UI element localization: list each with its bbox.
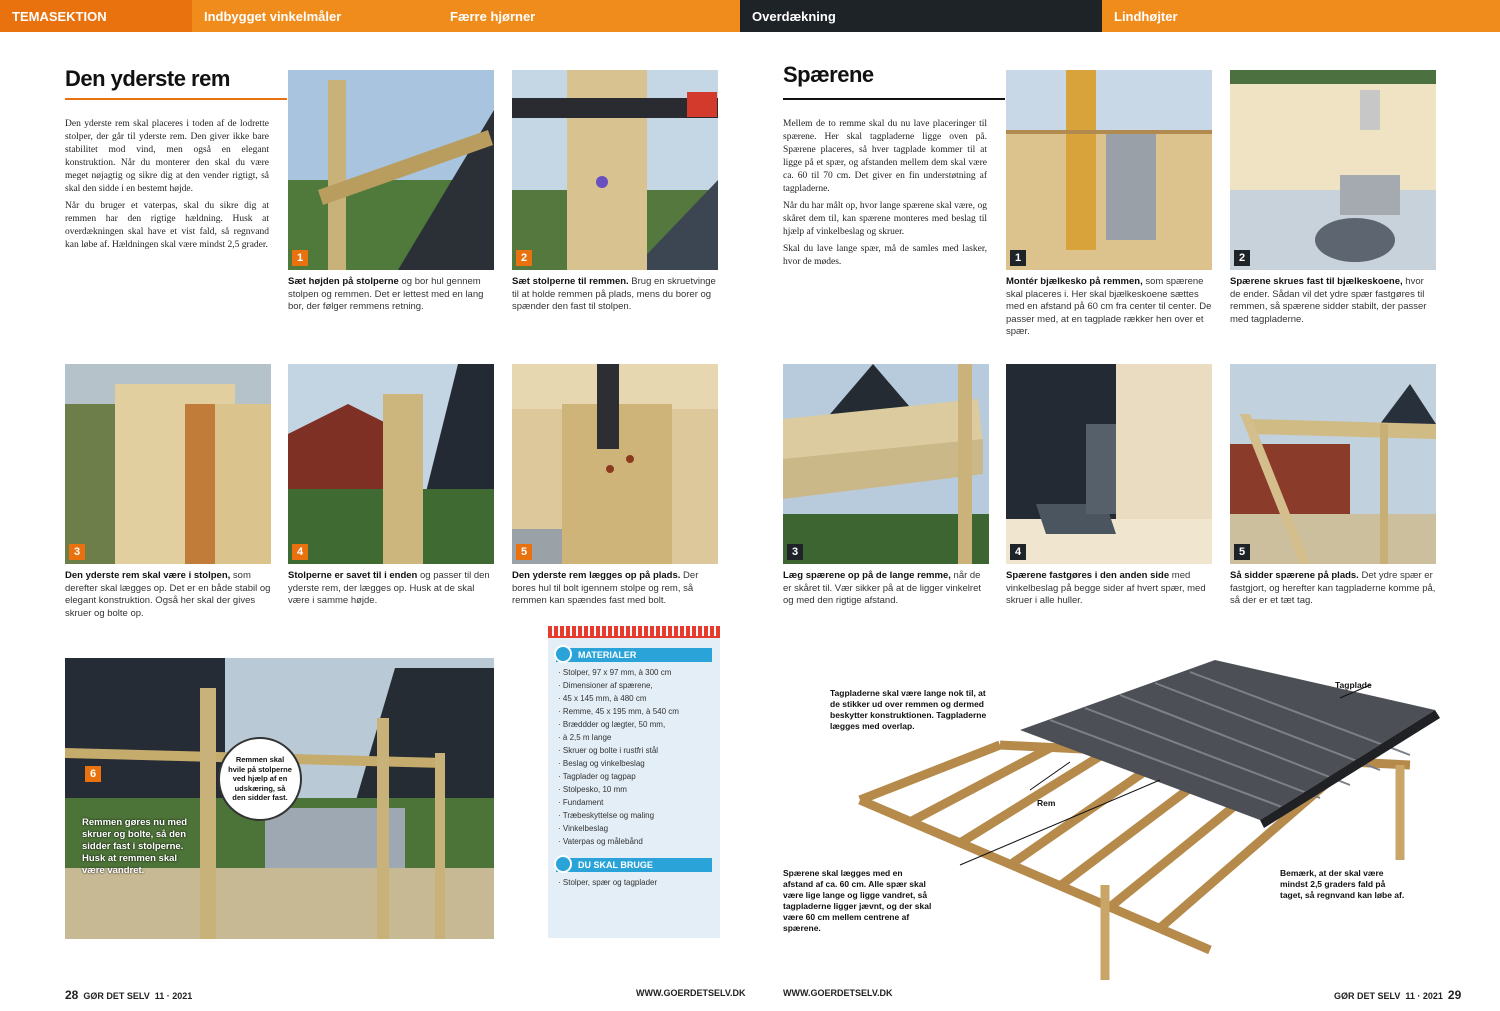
step-badge: 2 — [1234, 250, 1250, 266]
caption-lead: Stolperne er savet til i enden — [288, 570, 418, 581]
magazine-name: GØR DET SELV — [83, 991, 150, 1001]
tools-list — [558, 876, 710, 889]
photo-spaer-3 — [783, 364, 989, 564]
caption-text: når de er skåret til. Vær sikker på at de ligger vinkelret og med den rigtige afstand. — [783, 570, 981, 606]
caption-spaer-5 — [1230, 570, 1436, 608]
caption-lead: Den yderste rem lægges op på plads. — [512, 570, 681, 581]
left-page — [0, 32, 750, 1011]
footer-url[interactable]: WWW.GOERDETSELV.DK — [636, 988, 746, 998]
caption-text: Det ydre spær er fastgjort, og herefter kan tagpladerne komme på, så der er et tæt tag. — [1230, 570, 1436, 606]
box-heading-text: DU SKAL BRUGE — [578, 860, 653, 870]
materials-list — [558, 666, 710, 848]
photo-spaer-5 — [1230, 364, 1436, 564]
caption-step-3 — [65, 570, 271, 620]
caption-lead: Den yderste rem skal være i stolpen, — [65, 570, 231, 581]
tab-overdaekning[interactable]: Overdækning — [740, 0, 1102, 32]
intro-text — [65, 118, 269, 256]
caption-step-5 — [512, 570, 718, 608]
step-badge: 3 — [69, 544, 85, 560]
photo-spaer-2 — [1230, 70, 1436, 270]
list-item: · Skruer og bolte i rustfri stål — [558, 744, 710, 757]
caption-spaer-2 — [1230, 276, 1436, 326]
page-title: Den yderste rem — [65, 66, 230, 91]
list-item: · Stolper, spær og tagplader — [558, 876, 710, 889]
intro-paragraph: Når du bruger et vaterpas, skal du sikre dig at remmen har den rigtige hældning. Husk at overdækningen skal have et vist fald, så regnvand kan løbe af. Hældningen skal være mindst 2,5 grader. — [65, 201, 269, 250]
list-item: · Fundament — [558, 796, 710, 809]
caption-text: med vinkelbeslag på begge sider af hvert spær, med skruer i alle huller. — [1006, 570, 1206, 606]
step-badge: 1 — [292, 250, 308, 266]
caption-lead: Så sidder spærene på plads. — [1230, 570, 1359, 581]
section-top-bar — [0, 0, 1500, 32]
callout-fald: Bemærk, at der skal være mindst 2,5 graders fald på taget, så regnvand kan løbe af. — [1280, 868, 1405, 900]
photo-step-5 — [512, 364, 718, 564]
step-badge: 4 — [292, 544, 308, 560]
intro-paragraph: Skal du lave lange spær, må de samles med lasker, hvor de mødes. — [783, 244, 987, 267]
caption-text: og bor hul gennem stolpen og remmen. Det er lettest med en lang bor, der følger remmens retning. — [288, 276, 484, 312]
caption-text: som derefter skal lægges op. Det er en både stabil og elegant konstruktion. Også her skal der gives skruer og bolte op. — [65, 570, 271, 619]
list-item: · Bræddder og lægter, 50 mm, — [558, 718, 710, 731]
footer-right — [1334, 988, 1461, 1002]
heading-rule — [783, 98, 1005, 100]
photo-step-2 — [512, 70, 718, 270]
callout-tagplade: Tagplade — [1335, 680, 1372, 690]
caption-text: Der bores hul til bolt igennem stolpe og rem, så remmen kan spændes fast med bolt. — [512, 570, 699, 606]
footer-left — [65, 988, 192, 1002]
list-item: · Beslag og vinkelbeslag — [558, 757, 710, 770]
photo-step-1 — [288, 70, 494, 270]
step-badge: 5 — [1234, 544, 1250, 560]
caption-step-4 — [288, 570, 494, 608]
caption-spaer-3 — [783, 570, 989, 608]
intro-paragraph: Mellem de to remme skal du nu lave placeringer til spærene. Her skal tagpladerne ligge oven på. Spærene placeres, så hver tagplade kommer til at ligge på et spær, og afstanden mellem dem skal være ca. 60 til 70 cm. Det giver en fin understøtning af tagpladerne. — [783, 119, 987, 194]
tools-icon — [554, 645, 572, 663]
page-number: 28 — [65, 988, 79, 1002]
caption-text: og passer til den yderste rem, der lægges op. Husk at de skal være i samme højde. — [288, 570, 490, 606]
photo-overlay-caption: Remmen gøres nu med skruer og bolte, så den sidder fast i stolperne. Husk at remmen skal være vandret. — [82, 817, 188, 876]
step-badge: 1 — [1010, 250, 1026, 266]
materials-box — [548, 626, 720, 938]
caption-lead: Spærene fastgøres i den anden side — [1006, 570, 1170, 581]
issue: 11 · 2021 — [154, 991, 193, 1001]
list-item: · Træbeskyttelse og maling — [558, 809, 710, 822]
callout-rem: Rem — [1037, 798, 1056, 808]
section-label: TEMASEKTION — [0, 0, 192, 32]
caption-text: hvor de ender. Sådan vil det ydre spær fastgøres til remmen, så spærene sidder stabilt, der passer med tagpladerne. — [1230, 276, 1427, 325]
list-item: · Stolpesko, 10 mm — [558, 783, 710, 796]
caption-spaer-1 — [1006, 276, 1212, 339]
caption-lead: Sæt stolperne til remmen. — [512, 276, 629, 287]
photo-step-3 — [65, 364, 271, 564]
list-item: · Vinkelbeslag — [558, 822, 710, 835]
tab-faerre[interactable]: Færre hjørner — [438, 0, 740, 32]
intro-paragraph: Når du har målt op, hvor lange spærene skal være, og skåret dem til, kan spærene monteres med beslag til hjælp af vinkelbeslag og skruer. — [783, 201, 987, 237]
caption-step-2 — [512, 276, 718, 314]
magazine-name: GØR DET SELV — [1334, 991, 1401, 1001]
info-bubble: Remmen skal hvile på stolperne ved hjælp af en udskæring, så den sidder fast. — [218, 737, 302, 821]
list-item: · Vaterpas og målebånd — [558, 835, 710, 848]
callout-spaer: Spærene skal lægges med en afstand af ca. 60 cm. Alle spær skal være lige lange og ligge vandret, så tagpladerne ligger jævnt, og der skal være 60 cm mellem centrene af spærene. — [783, 868, 932, 933]
photo-spaer-4 — [1006, 364, 1212, 564]
tab-lindhoejter[interactable]: Lindhøjter — [1102, 0, 1500, 32]
list-item: · Remme, 45 x 195 mm, à 540 cm — [558, 705, 710, 718]
step-badge: 6 — [85, 766, 101, 782]
caption-text: som spærene skal placeres i. Her skal bjælkeskoene sættes med en afstand på 60 cm fra center til center. De passer med, at en tagplade rækker hen over et spær. — [1006, 276, 1212, 337]
intro-text — [783, 118, 987, 273]
caption-step-1 — [288, 276, 494, 314]
tools-icon — [554, 855, 572, 873]
photo-spaer-1 — [1006, 70, 1212, 270]
tab-indbygget[interactable]: Indbygget vinkelmåler — [192, 0, 438, 32]
box-border — [548, 626, 720, 638]
caption-spaer-4 — [1006, 570, 1212, 608]
box-heading — [556, 858, 712, 872]
right-page — [750, 32, 1500, 1011]
caption-lead: Spærene skrues fast til bjælkeskoene, — [1230, 276, 1403, 287]
issue: 11 · 2021 — [1405, 991, 1443, 1001]
box-heading-text: MATERIALER — [578, 650, 637, 660]
step-badge: 4 — [1010, 544, 1026, 560]
callout-tagplader: Tagpladerne skal være lange nok til, at de stikker ud over remmen og dermed beskytter konstruktionen. Tagpladerne lægges med overlap. — [830, 688, 987, 731]
list-item: · Stolper, 97 x 97 mm, à 300 cm — [558, 666, 710, 679]
list-item: · Tagplader og tagpap — [558, 770, 710, 783]
step-badge: 5 — [516, 544, 532, 560]
box-heading — [556, 648, 712, 662]
caption-lead: Læg spærene op på de lange remme, — [783, 570, 951, 581]
list-item: · à 2,5 m lange — [558, 731, 710, 744]
photo-step-4 — [288, 364, 494, 564]
list-item: · Dimensioner af spærene, — [558, 679, 710, 692]
caption-lead: Sæt højden på stolperne — [288, 276, 399, 287]
page-number: 29 — [1447, 988, 1462, 1002]
page-title: Spærene — [783, 62, 874, 87]
caption-lead: Montér bjælkesko på remmen, — [1006, 276, 1143, 287]
step-badge: 3 — [787, 544, 803, 560]
footer-url[interactable]: WWW.GOERDETSELV.DK — [783, 988, 893, 998]
intro-paragraph: Den yderste rem skal placeres i toden af de lodrette stolper, der går til yderste rem. Den giver ikke bare stabilitet mod vind, men også en elegant konstruktion. Når du monterer den skal du være meget nøjagtig og sikre dig at den vender rigtigt, så skal den sidde i en bestemt højde. — [65, 119, 269, 194]
step-badge: 2 — [516, 250, 532, 266]
heading-rule — [65, 98, 287, 100]
caption-text: Brug en skruetvinge til at holde remmen på plads, mens du borer og spænder den fast til stolpen. — [512, 276, 716, 312]
list-item: · 45 x 145 mm, à 480 cm — [558, 692, 710, 705]
